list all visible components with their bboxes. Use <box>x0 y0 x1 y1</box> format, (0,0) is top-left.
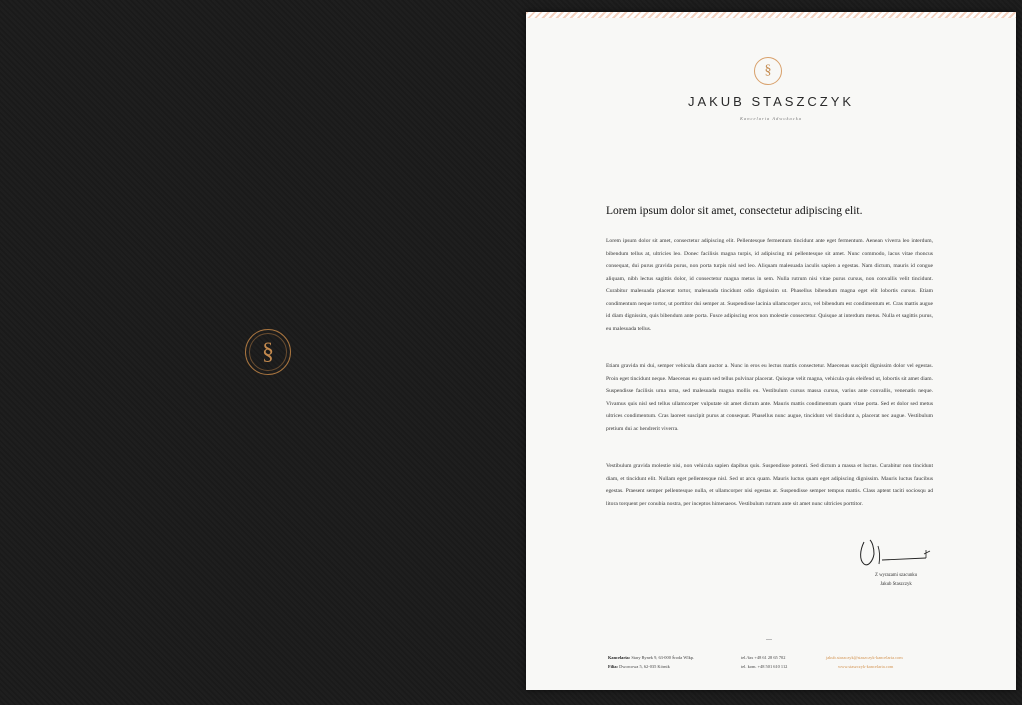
section-symbol: § <box>262 339 274 365</box>
footer-office-address: Stary Rynek 9, 63-000 Środa Wlkp. <box>631 655 695 660</box>
top-decorative-stripe <box>526 12 1016 18</box>
letter-page <box>526 12 1016 690</box>
letter-heading: Lorem ipsum dolor sit amet, consectetur adipiscing elit. <box>606 205 863 217</box>
signer-name: Jakub Staszczyk <box>880 582 912 587</box>
footer-branch-address: Dworcowa 5, 62-035 Kórnik <box>619 664 670 669</box>
letterhead-name: JAKUB STASZCZYK <box>687 94 855 109</box>
closing-phrase: Z wyrazami szacunku <box>874 573 918 578</box>
footer-website-link[interactable]: www.staszczyk-kancelaria.com <box>838 664 894 669</box>
letter-paragraph: Vestibulum gravida molestie nisi, non vehicula sapien dapibus quis. Suspendisse potenti. Sed dictum a massa et luctus. Curabitur non tincidunt diam, et tincidunt elit. Nullam eget pellentesque nisl. Sed ut arcu quam. Mauris luctus quam eget adipiscing dignissim. Mauris luctus faucibus egestas. Praesent semper pellentesque nulla, et ullamcorper nisi egestas at. Suspendisse semper tempus mattis. Class aptent taciti sociosqu ad litora torquent per conubia nostra, per inceptos himenaeos. Vestibulum rutrum ante sit amet nunc ultricies porttitor. <box>606 463 933 507</box>
letterhead-symbol: § <box>764 63 772 78</box>
footer-divider <box>766 639 772 640</box>
footer-branch-label: Filia: <box>608 664 618 669</box>
footer-email-link[interactable]: jakub.staszczyk@staszczyk-kancelaria.com <box>826 655 903 660</box>
footer-office-label: Kancelaria: <box>608 655 631 660</box>
letterhead-subtitle: Kancelaria Adwokacka <box>739 116 803 121</box>
footer-phone-fax: tel./fax +48 61 28 65 702 <box>741 655 786 660</box>
section-emblem-icon <box>245 329 291 375</box>
signature-image <box>856 536 936 572</box>
letter-paragraph: Etiam gravida mi dui, semper vehicula diam auctor a. Nunc in eros eu lectus mattis consectetur. Maecenas suscipit dignissim dolor vel egestas. Proin eget tincidunt neque. Maecenas eu quam sed tellus pulvinar placerat. Quisque velit magna, vehicula quis eleifend ut, lobortis sit amet diam. Suspendisse facilisis urna urna, sed malesuada magna mollis eu. Vestibulum cursus massa cursus, varius ante convallis, venenatis neque. Vivamus quis nisl sed tellus ullamcorper vulputate sit amet dictum ante. Mauris mattis condimentum quam vitae porta. Sed et dolor sed metus ultrices condimentum. Cras laoreet suscipit purus at consequat. Phasellus nunc augue, tincidunt vel tincidunt a, placerat nec augue. Vestibulum pretium dui ac hendrerit viverra. <box>606 363 933 432</box>
footer-branch <box>608 662 670 671</box>
footer-phone-mobile: tel. kom. +48 501 610 112 <box>741 664 788 669</box>
footer-office <box>608 653 694 662</box>
letter-paragraph: Lorem ipsum dolor sit amet, consectetur adipiscing elit. Pellentesque fermentum tincidunt ante eget fermentum. Aenean viverra leo interdum, bibendum tellus at, ultricies leo. Donec facilisis magna turpis, id adipiscing mi pellentesque sit amet. Nunc commodo, lacus vitae rhoncus consequat, dui purus gravida purus, non porta turpis nisl sed leo. Aliquam malesuada iaculis sapien a egestas. Nam dictum, mauris id congue aliquam, nibh lectus sagittis dolor, id consectetur magna metus in sem. Nulla rutrum nisi vitae purus cursus, non convallis velit tincidunt. Curabitur malesuada placerat tortor, malesuada tincidunt odio dignissim ut. Phasellus bibendum magna eget elit lobortis cursus. Etiam condimentum neque tortor, ut porttitor dui semper at. Suspendisse lacinia ullamcorper arcu, vel bibendum est condimentum et. Cras mattis augue id diam dignissim, quis bibendum ante porta. Fusce adipiscing eros non molestie consectetur. Quisque at interdum metus. Nulla et sagittis purus, eu malesuada tellus. <box>606 238 933 332</box>
letterhead-logo-icon <box>754 57 782 85</box>
